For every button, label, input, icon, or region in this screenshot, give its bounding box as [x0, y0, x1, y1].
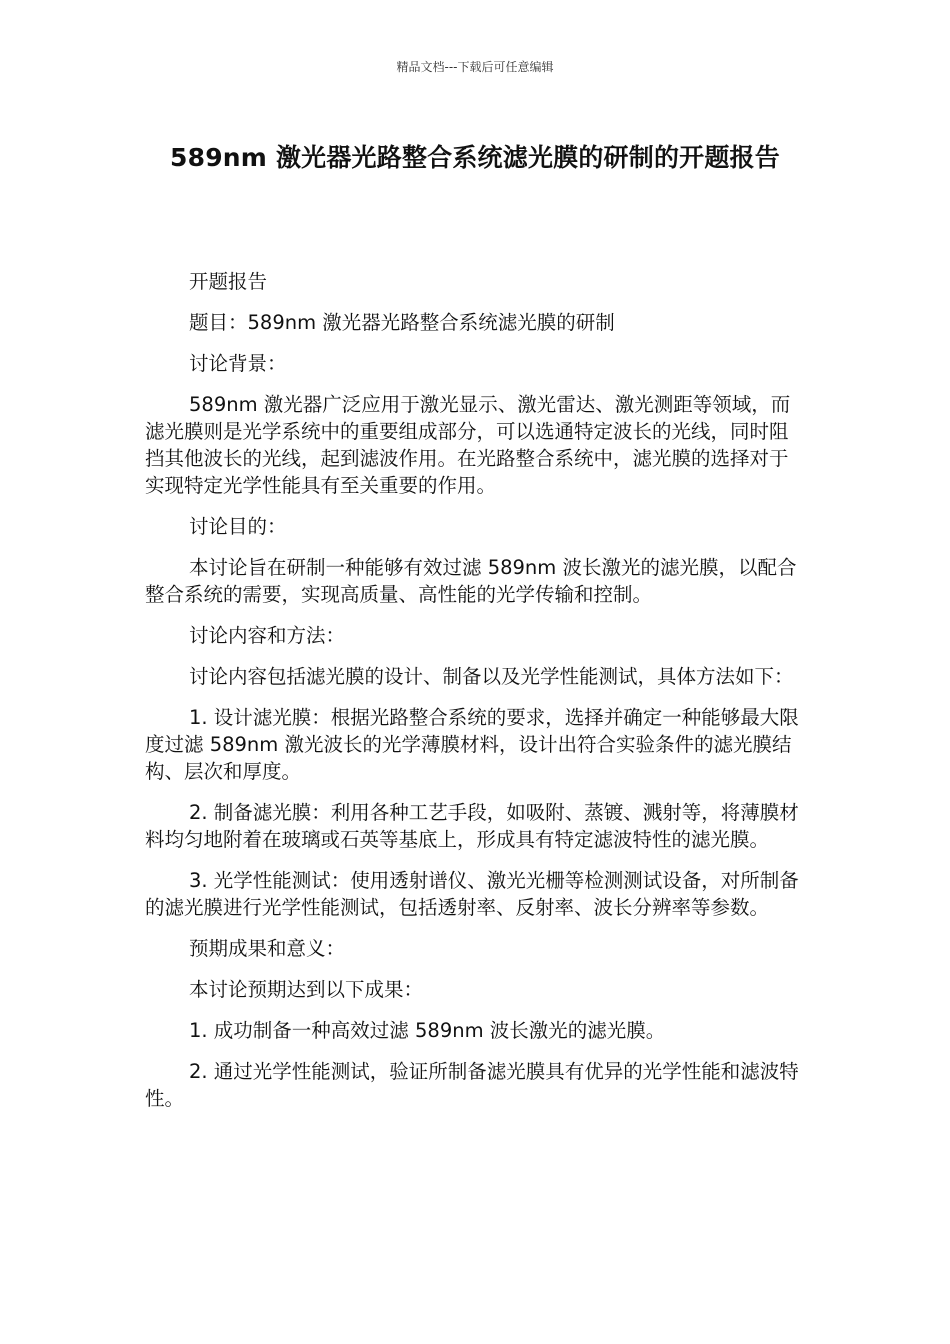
document-title: 589nm 激光器光路整合系统滤光膜的研制的开题报告	[170, 143, 780, 172]
section-heading: 讨论目的：	[189, 515, 287, 538]
list-item: 2. 通过光学性能测试，验证所制备滤光膜具有优异的光学性能和滤波特性。	[145, 1060, 799, 1110]
paragraph: 589nm 激光器广泛应用于激光显示、激光雷达、激光测距等领域，而滤光膜则是光学系统中的重要组成部分，可以选通特定波长的光线，同时阻挡其他波长的光线，起到滤波作用。在光路整合系统中，滤光膜的选择对于实现特定光学性能具有至关重要的作用。	[145, 393, 791, 497]
topic-line: 题目：589nm 激光器光路整合系统滤光膜的研制	[189, 311, 615, 334]
paragraph: 讨论内容包括滤光膜的设计、制备以及光学性能测试，具体方法如下：	[189, 665, 794, 688]
section-heading: 讨论背景：	[189, 352, 287, 375]
list-item: 3. 光学性能测试：使用透射谱仪、激光光栅等检测测试设备，对所制备的滤光膜进行光学性能测试，包括透射率、反射率、波长分辨率等参数。	[145, 869, 799, 919]
list-item: 2. 制备滤光膜：利用各种工艺手段，如吸附、蒸镀、溅射等，将薄膜材料均匀地附着在玻璃或石英等基底上，形成具有特定滤波特性的滤光膜。	[145, 801, 799, 851]
list-item: 1. 设计滤光膜：根据光路整合系统的要求，选择并确定一种能够最大限度过滤 589nm 激光波长的光学薄膜材料，设计出符合实验条件的滤光膜结构、层次和厚度。	[145, 706, 799, 783]
section-heading: 开题报告	[189, 270, 268, 293]
section-heading: 讨论内容和方法：	[189, 624, 346, 647]
document-body	[145, 268, 807, 1112]
list-item: 1. 成功制备一种高效过滤 589nm 波长激光的滤光膜。	[189, 1019, 666, 1042]
paragraph: 本讨论旨在研制一种能够有效过滤 589nm 波长激光的滤光膜，以配合整合系统的需要，实现高质量、高性能的光学传输和控制。	[145, 556, 797, 606]
header-note: 精品文档---下载后可任意编辑	[396, 60, 554, 74]
paragraph: 本讨论预期达到以下成果：	[189, 978, 424, 1001]
section-heading: 预期成果和意义：	[189, 937, 346, 960]
